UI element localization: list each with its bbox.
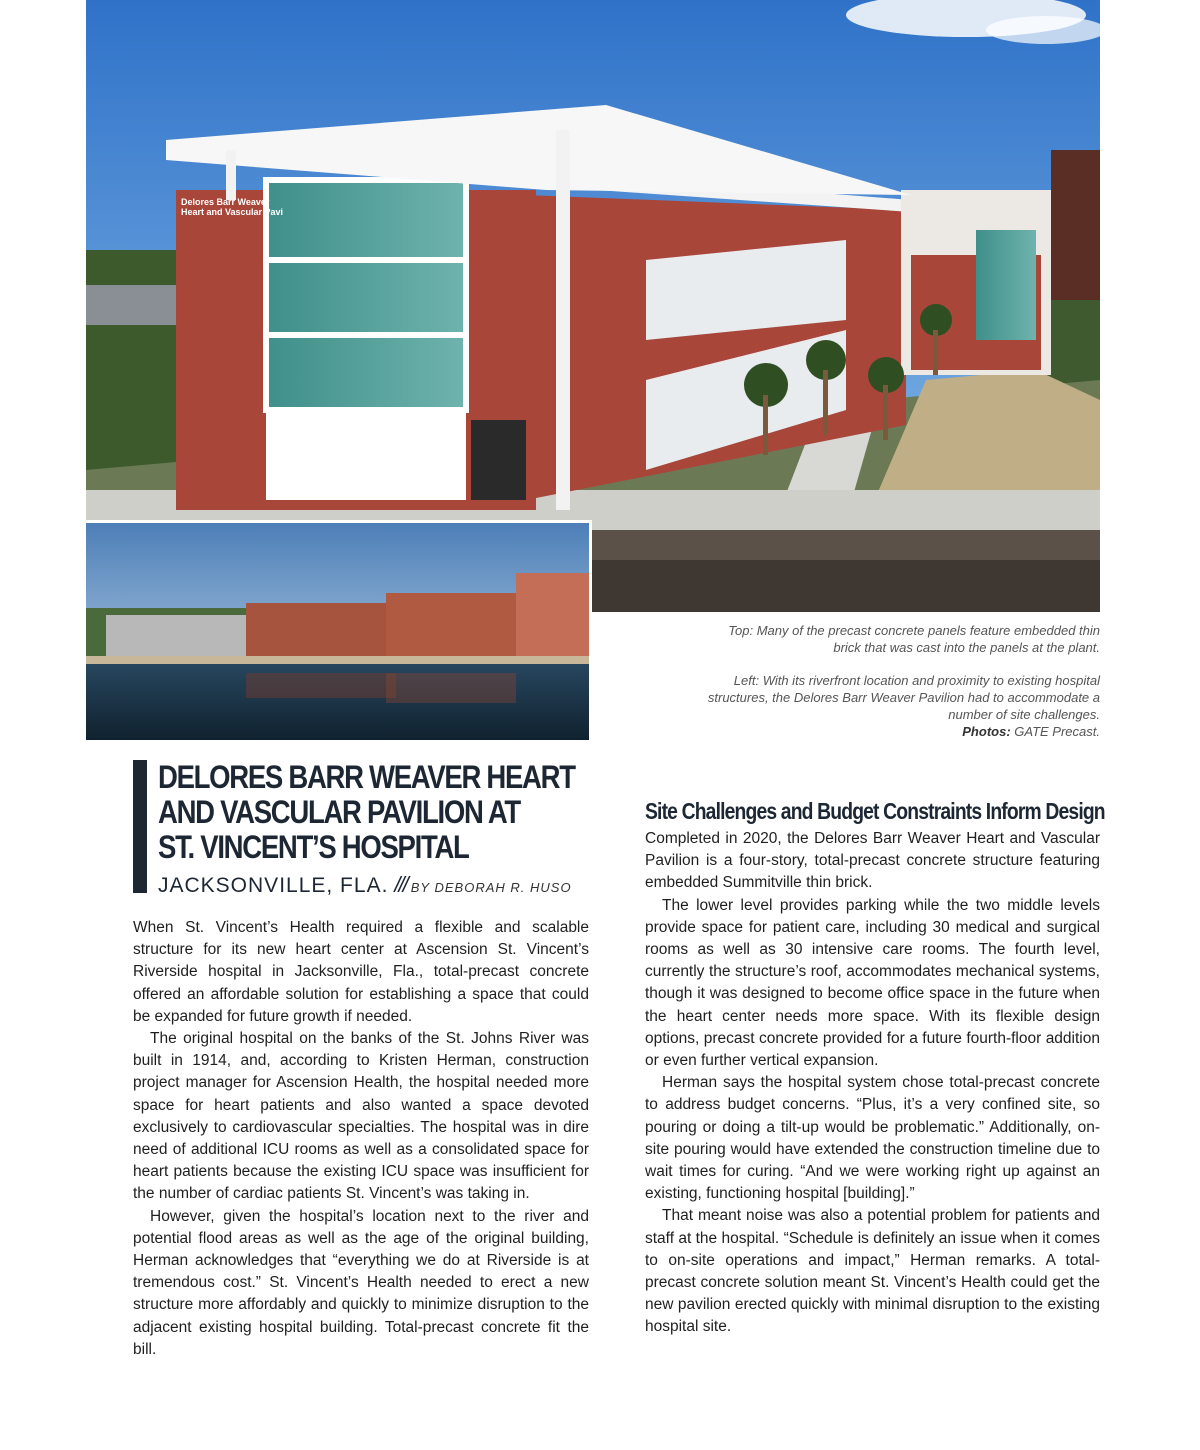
article-title: [158, 759, 575, 865]
section-subhead: Site Challenges and Budget Constraints Inform Design: [645, 798, 1105, 824]
credit-value: GATE Precast.: [1010, 724, 1100, 739]
caption-top: Top: Many of the precast concrete panels feature embedded thin brick that was cast into the panels at the plant.: [728, 623, 1100, 655]
caption-left: Left: With its riverfront location and proximity to existing hospital structures, the Delores Barr Weaver Pavilion had to accommodate a number of site challenges.: [707, 673, 1100, 722]
photo-credit: [700, 723, 1100, 740]
paragraph: The lower level provides parking while the two middle levels provide space for patient care, including 30 medical and surgical rooms as well as 30 intensive care rooms. The fourth level, currently the structure’s roof, accommodates mechanical systems, though it was designed to become office space in the future when the heart center needs more space. With its flexible design options, precast concrete provided for a future fourth-floor addition or even further vertical expansion.: [645, 896, 1100, 1070]
title-line-2: AND VASCULAR PAVILION AT: [158, 794, 520, 830]
left-column: [133, 917, 589, 1361]
paragraph: When St. Vincent’s Health required a flexible and scalable structure for its new heart center at Ascension St. Vincent’s Riverside hospital in Jacksonville, Fla., total-precast concrete offered an affordable solution for establishing a space that could be expanded for future growth if needed.: [133, 919, 589, 1025]
riverfront-illustration: [86, 523, 589, 740]
right-column: [645, 828, 1100, 1339]
location: JACKSONVILLE, FLA.: [158, 874, 389, 897]
riverfront-photo: [86, 520, 592, 740]
credit-label: Photos:: [962, 724, 1011, 739]
paragraph: Herman says the hospital system chose total-precast concrete to address budget concerns. “Plus, it’s a very confined site, so pouring or doing a tilt-up would be problematic.” Additionally, on-site pouring would have extended the construction timeline due to wait times for curing. “And we were working right up against an existing, functioning hospital [building].”: [645, 1074, 1100, 1203]
paragraph: That meant noise was also a potential problem for patients and staff at the hospital. “Schedule is definitely an issue when it comes to on-site operations and impact,” Herman remarks. A total-precast concrete solution meant St. Vincent’s Health could get the new pavilion erected quickly with minimal disruption to the existing hospital site.: [645, 1207, 1100, 1336]
title-line-1: DELORES BARR WEAVER HEART: [158, 759, 575, 795]
headline-accent-bar: [133, 760, 147, 893]
byline: BY DEBORAH R. HUSO: [410, 880, 572, 895]
building-sign-line1: Delores Barr Weaver: [181, 197, 270, 207]
separator: ///: [394, 872, 407, 897]
paragraph: The original hospital on the banks of the St. Johns River was built in 1914, and, according to Kristen Herman, construction project manager for Ascension Health, the hospital needed more space for heart patients and also wanted a space devoted exclusively to cardiovascular specialties. The hospital was in dire need of additional ICU rooms as well as a consolidated space for heart patients because the existing ICU space was insufficient for the number of cardiac patients St. Vincent’s was taking in.: [133, 1030, 589, 1203]
building-sign-line2: Heart and Vascular Pavi: [181, 207, 284, 217]
title-line-3: ST. VINCENT’S HOSPITAL: [158, 829, 469, 865]
paragraph: However, given the hospital’s location next to the river and potential flood areas as well as the age of the original building, Herman acknowledges that “everything we do at Riverside is at tremendous cost.” St. Vincent’s Health needed to erect a new structure more affordably and quickly to minimize disruption to the adjacent existing hospital building. Total-precast concrete fit the bill.: [133, 1207, 589, 1358]
paragraph: Completed in 2020, the Delores Barr Weaver Heart and Vascular Pavilion is a four-story, total-precast concrete structure featuring embedded Summitville thin brick.: [645, 830, 1100, 892]
photo-captions: [700, 622, 1100, 740]
dateline: [158, 872, 572, 898]
